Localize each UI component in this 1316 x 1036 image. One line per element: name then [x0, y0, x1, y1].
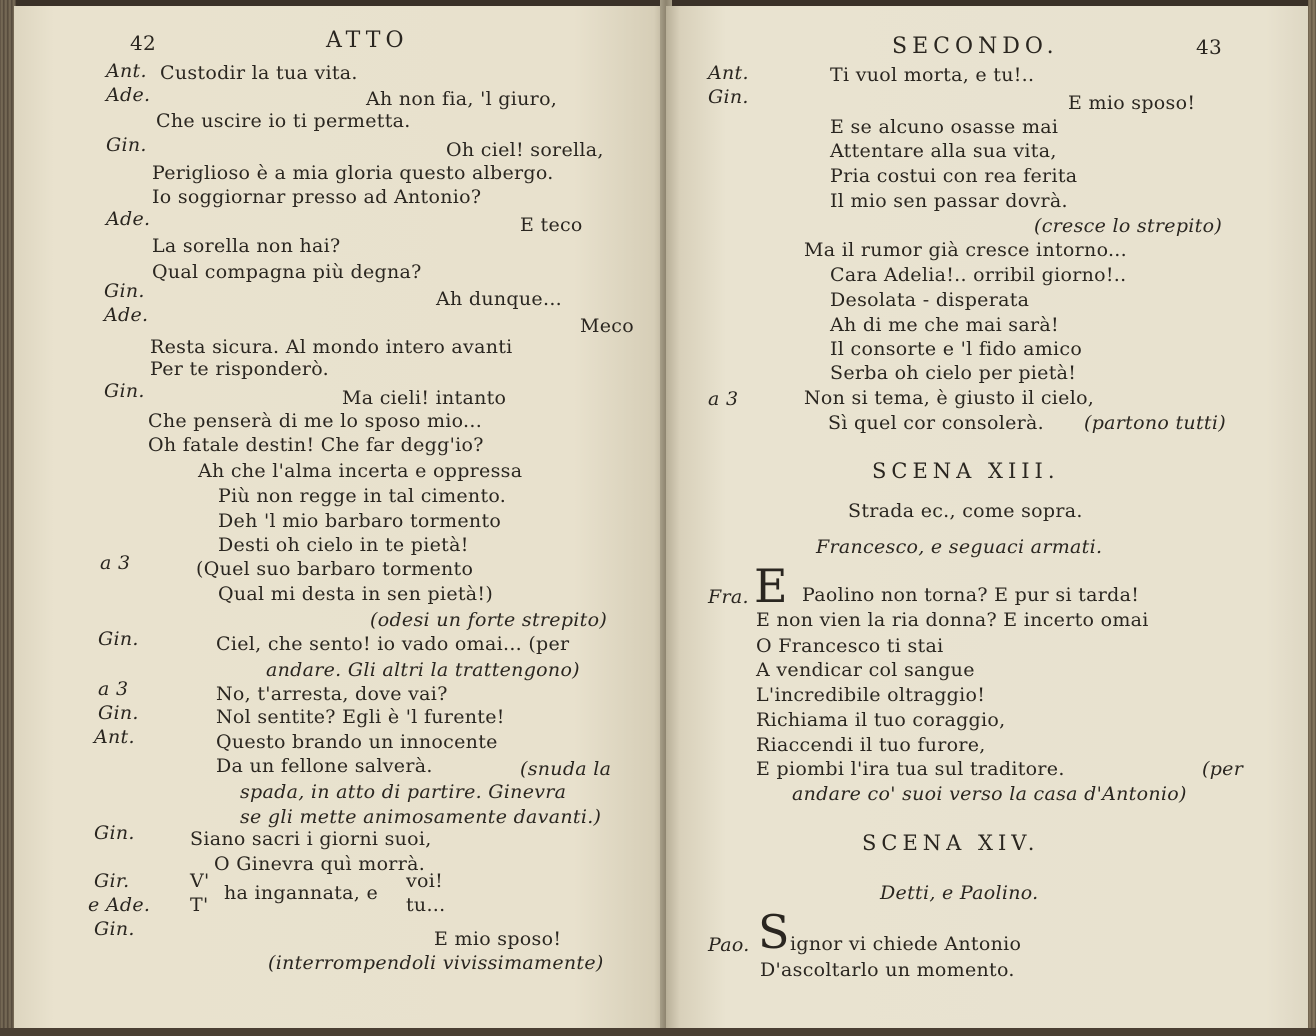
verse-line: (Quel suo barbaro tormento: [196, 558, 474, 580]
verse-line: Meco: [580, 315, 634, 337]
running-head: SECONDO.: [892, 34, 1059, 59]
stage-direction: andare co' suoi verso la casa d'Antonio): [792, 783, 1187, 805]
verse-line: Sì quel cor consolerà.: [828, 412, 1044, 434]
verse-line: Che penserà di me lo sposo mio...: [148, 410, 483, 432]
verse-line: ignor vi chiede Antonio: [790, 933, 1022, 955]
verse-line: Qual mi desta in sen pietà!): [218, 583, 494, 605]
page-number: 43: [1196, 35, 1223, 59]
verse-line: Riaccendi il tuo furore,: [756, 734, 986, 756]
verse-line: Desti oh cielo in te pietà!: [218, 534, 469, 556]
verse-line: O Francesco ti stai: [756, 635, 944, 657]
verse-line: A vendicar col sangue: [756, 659, 975, 681]
verse-line: Ah che l'alma incerta e oppressa: [198, 460, 523, 482]
speaker: Ant.: [708, 62, 749, 84]
verse-line: Da un fellone salverà.: [216, 755, 433, 777]
running-head: ATTO: [326, 28, 409, 53]
verse-line: E teco: [520, 214, 583, 236]
verse-line: Che uscire io ti permetta.: [156, 110, 411, 132]
speaker: a 3: [100, 552, 131, 574]
verse-line: L'incredibile oltraggio!: [756, 684, 986, 706]
scene-characters: Detti, e Paolino.: [880, 882, 1039, 904]
speaker: Gin.: [94, 918, 135, 940]
verse-line: Richiama il tuo coraggio,: [756, 709, 1006, 731]
stage-direction: (odesi un forte strepito): [370, 609, 608, 631]
stage-direction: se gli mette animosamente davanti.): [240, 806, 602, 828]
verse-line: Nol sentite? Egli è 'l furente!: [216, 706, 505, 728]
speaker: Ant.: [94, 726, 135, 748]
verse-line: E se alcuno osasse mai: [830, 116, 1059, 138]
verse-line: Pria costui con rea ferita: [830, 165, 1078, 187]
verse-line: Ciel, che sento! io vado omai... (per: [216, 633, 570, 655]
verse-line: Periglioso è a mia gloria questo albergo.: [152, 162, 554, 184]
stage-direction: (interrompendoli vivissimamente): [268, 952, 604, 974]
stage-direction: (snuda la: [520, 758, 612, 780]
verse-line: Ti vuol morta, e tu!..: [830, 64, 1035, 86]
verse-line: Questo brando un innocente: [216, 731, 498, 753]
verse-line: Il mio sen passar dovrà.: [830, 190, 1068, 212]
scene-heading: SCENA XIII.: [872, 459, 1060, 483]
verse-line: E piombi l'ira tua sul traditore.: [756, 758, 1065, 780]
verse-line: Siano sacri i giorni suoi,: [190, 828, 432, 850]
speaker: Ade.: [106, 84, 151, 106]
verse-line: V': [190, 870, 210, 892]
speaker: a 3: [98, 678, 129, 700]
stage-direction: (cresce lo strepito): [1034, 215, 1223, 237]
page-number: 42: [130, 31, 157, 55]
scene-characters: Francesco, e seguaci armati.: [816, 536, 1103, 558]
verse-line: Oh ciel! sorella,: [446, 139, 604, 161]
verse-line: Per te risponderò.: [150, 358, 329, 380]
verse-line: Attentare alla sua vita,: [830, 140, 1057, 162]
speaker: Gin.: [104, 380, 145, 402]
book-edge-right: [1308, 0, 1316, 1036]
verse-line: Serba oh cielo per pietà!: [830, 362, 1077, 384]
right-page: [666, 6, 1310, 1028]
verse-line: Qual compagna più degna?: [152, 261, 422, 283]
speaker: Ant.: [106, 60, 147, 82]
verse-line: Più non regge in tal cimento.: [218, 485, 507, 507]
speaker: Fra.: [708, 586, 749, 608]
speaker: e Ade.: [88, 894, 151, 916]
speaker: Pao.: [708, 934, 750, 956]
verse-line: D'ascoltarlo un momento.: [760, 959, 1015, 981]
verse-line: E mio sposo!: [434, 928, 562, 950]
speaker: Gin.: [106, 134, 147, 156]
speaker: Gin.: [708, 86, 749, 108]
speaker: Gin.: [94, 822, 135, 844]
verse-line: Ah non fia, 'l giuro,: [366, 88, 558, 110]
speaker: Gir.: [94, 870, 130, 892]
speaker: Gin.: [98, 702, 139, 724]
speaker: Gin.: [104, 280, 145, 302]
verse-line: T': [190, 894, 209, 916]
speaker: Ade.: [104, 304, 149, 326]
verse-line: La sorella non hai?: [152, 235, 341, 257]
verse-line: E non vien la ria donna? E incerto omai: [756, 609, 1149, 631]
scene-heading: SCENA XIV.: [862, 831, 1040, 855]
verse-line: Non si tema, è giusto il cielo,: [804, 387, 1095, 409]
verse-line: Ma il rumor già cresce intorno...: [804, 239, 1127, 261]
stage-direction: spada, in atto di partire. Ginevra: [240, 781, 567, 803]
verse-line: No, t'arresta, dove vai?: [216, 683, 448, 705]
verse-line: Ah dunque...: [436, 288, 562, 310]
verse-line: Custodir la tua vita.: [160, 62, 358, 84]
speaker: Gin.: [98, 628, 139, 650]
verse-line: ha ingannata, e: [224, 882, 378, 904]
verse-line: O Ginevra quì morrà.: [214, 853, 426, 875]
verse-line: Resta sicura. Al mondo intero avanti: [150, 336, 513, 358]
verse-line: Io soggiornar presso ad Antonio?: [152, 186, 482, 208]
speaker: a 3: [708, 388, 739, 410]
left-page: [14, 6, 666, 1028]
verse-line: Paolino non torna? E pur si tarda!: [802, 584, 1140, 606]
stage-direction: andare. Gli altri la trattengono): [266, 659, 580, 681]
book-edge-bottom: [0, 1028, 1316, 1036]
verse-line: Il consorte e 'l fido amico: [830, 338, 1083, 360]
verse-line: Ah di me che mai sarà!: [830, 314, 1059, 336]
verse-line: Desolata - disperata: [830, 289, 1030, 311]
drop-cap: E: [754, 559, 788, 613]
verse-line: Cara Adelia!.. orribil giorno!..: [830, 264, 1127, 286]
verse-line: Deh 'l mio barbaro tormento: [218, 510, 502, 532]
verse-line: tu...: [406, 894, 446, 916]
verse-line: Ma cieli! intanto: [342, 387, 507, 409]
stage-direction: (partono tutti): [1084, 412, 1226, 434]
drop-cap: S: [758, 905, 790, 959]
verse-line: E mio sposo!: [1068, 92, 1196, 114]
verse-line: voi!: [406, 870, 444, 892]
verse-line: Oh fatale destin! Che far degg'io?: [148, 434, 484, 456]
stage-direction: (per: [1202, 758, 1244, 780]
scene-setting: Strada ec., come sopra.: [848, 500, 1083, 522]
speaker: Ade.: [106, 208, 151, 230]
